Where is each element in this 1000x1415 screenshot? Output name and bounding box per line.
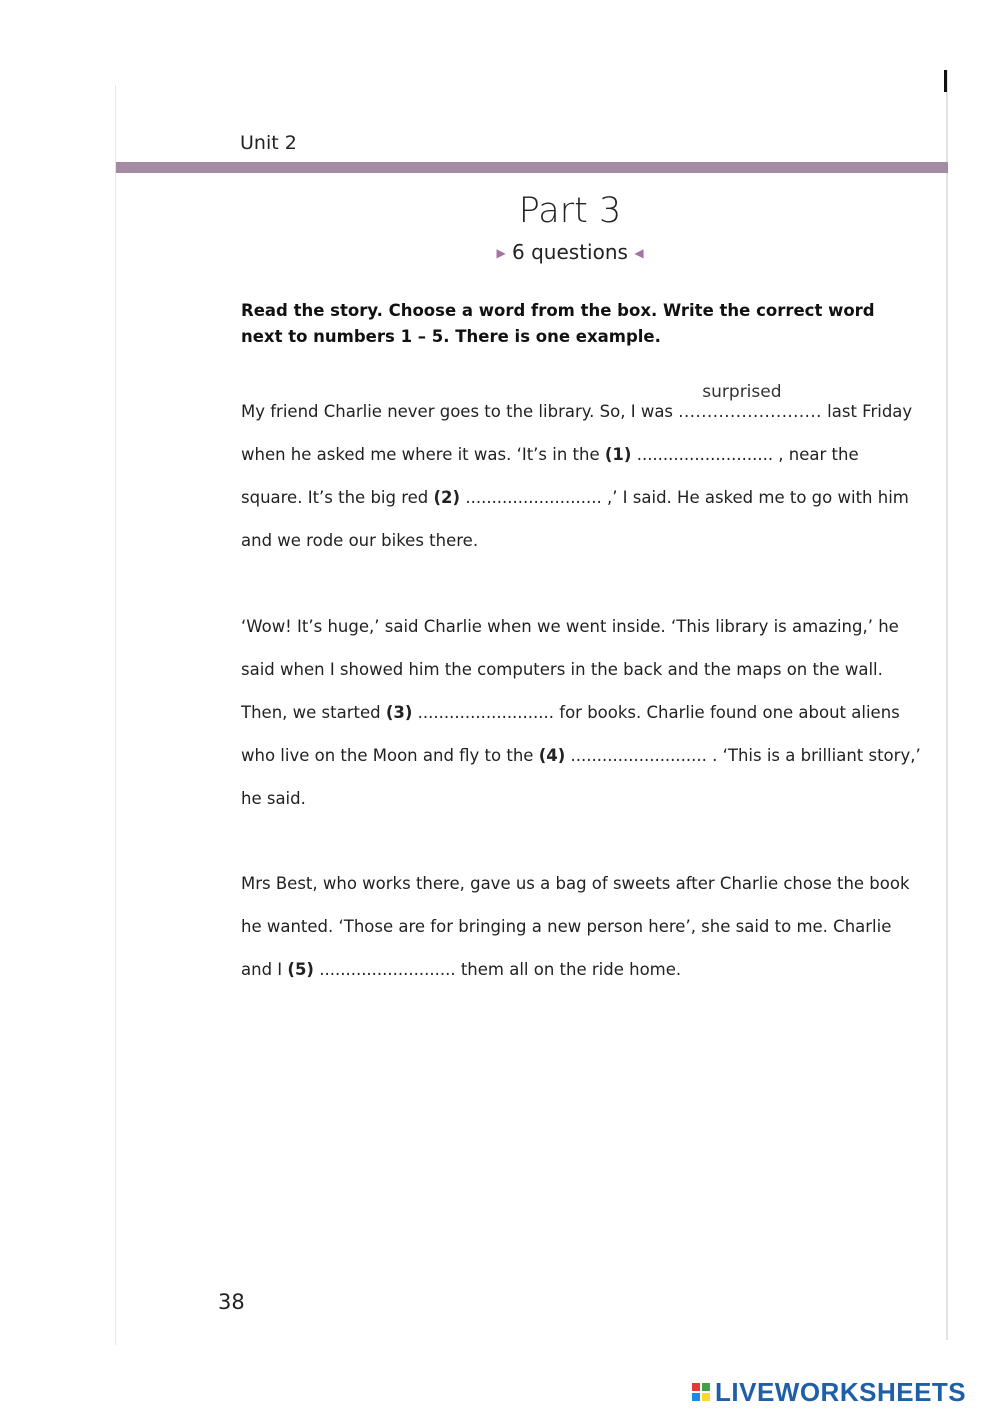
brand-name: LIVEWORKSHEETS [715,1376,967,1407]
blank-3[interactable]: .......................... for books. Charlie found one about aliens who live on the Moon and fly to the [241,703,900,765]
instructions: Read the story. Choose a word from the box. Write the correct word next to numbers 1 – 5. There is one example. [241,301,875,346]
story-text: last Friday when he asked me where it was. ‘It’s in the [241,402,913,464]
blank-number-5: (5) [287,960,314,979]
questions-count [0,240,1000,264]
blank-2[interactable]: .......................... ,’ I said. He asked me to go with him and we rode our bikes there. [241,488,909,550]
logo-grid-icon [692,1383,710,1401]
blank-number-2: (2) [433,488,461,507]
story-text: Mrs Best, who works there, gave us a bag of sweets after Charlie chose the book he wanted. ‘Those are for bringing a new person here’, she said to me. Charlie and I [241,874,910,979]
corner-mark [944,70,947,92]
example-dots: ......................... [678,402,822,421]
logo-square [692,1383,700,1391]
blank-1[interactable]: .......................... , near the square. It’s the big red [241,445,859,507]
story-paragraph-3 [241,862,921,991]
story-text: ‘Wow! It’s huge,’ said Charlie when we went inside. ‘This library is amazing,’ he said when I showed him the computers in the back and the maps on the wall. Then, we started [241,617,899,722]
blank-number-3: (3) [385,703,413,722]
blank-number-4: (4) [538,746,566,765]
questions-label: 6 questions [512,240,628,264]
triangle-left-icon: ◀ [634,246,644,260]
example-blank [678,382,822,433]
unit-label: Unit 2 [240,132,297,154]
example-answer: surprised [702,382,782,402]
logo-square [702,1383,710,1391]
part-title: Part 3 [518,191,622,231]
blank-number-1: (1) [604,445,632,464]
unit-header-bar [116,162,948,173]
logo-square [692,1393,700,1401]
story-paragraph-2 [241,605,921,820]
story-paragraph-1 [241,382,921,562]
logo-square [702,1393,710,1401]
story-text: My friend Charlie never goes to the library. So, I was [241,402,679,421]
liveworksheets-logo[interactable] [692,1374,966,1410]
page-number: 38 [218,1290,245,1314]
page-edge-left [115,85,116,1345]
blank-5[interactable]: .......................... them all on the ride home. [313,960,682,979]
blank-4[interactable]: .......................... . ‘This is a brilliant story,’ he said. [241,746,921,808]
triangle-right-icon: ▶ [496,246,506,260]
